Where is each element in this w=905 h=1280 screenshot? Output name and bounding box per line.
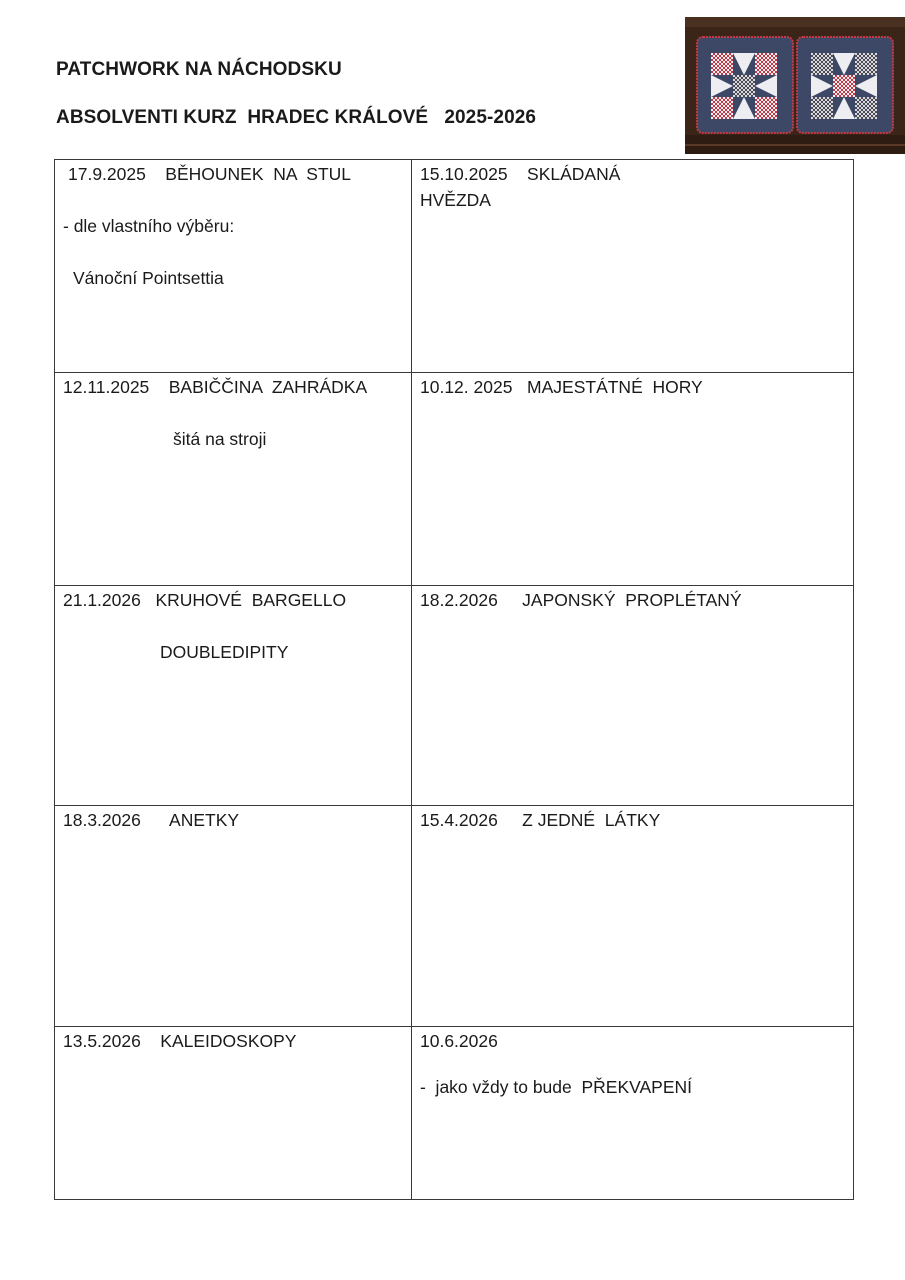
cell-line: DOUBLEDIPITY [160, 642, 289, 662]
cell-line: 10.12. 2025 MAJESTÁTNÉ HORY [420, 377, 703, 397]
cell-line: 21.1.2026 KRUHOVÉ BARGELLO [63, 590, 347, 610]
cell-line: Vánoční Pointsettia [73, 268, 224, 288]
document-subtitle: ABSOLVENTI KURZ HRADEC KRÁLOVÉ 2025-2026 [56, 107, 537, 128]
cell-line: HVĚZDA [420, 190, 491, 210]
schedule-cell [55, 373, 412, 586]
cell-line: 18.2.2026 JAPONSKÝ PROPLÉTANÝ [420, 590, 742, 610]
schedule-cell [55, 1027, 412, 1200]
cell-line: 17.9.2025 BĚHOUNEK NA STUL [68, 164, 352, 184]
schedule-cell [412, 160, 854, 373]
schedule-row [55, 373, 854, 586]
schedule-table [54, 159, 854, 1200]
cell-line: - jako vždy to bude PŘEKVAPENÍ [420, 1077, 693, 1097]
schedule-cell [412, 1027, 854, 1200]
right-cushion [797, 37, 893, 133]
schedule-cell [412, 586, 854, 806]
schedule-cell [412, 373, 854, 586]
schedule-cell [55, 160, 412, 373]
cell-line: 10.6.2026 [420, 1031, 498, 1051]
cell-line: 15.4.2026 Z JEDNÉ LÁTKY [420, 810, 661, 830]
schedule-cell [55, 806, 412, 1027]
left-cushion [697, 37, 793, 133]
schedule-row [55, 806, 854, 1027]
schedule-cell [412, 806, 854, 1027]
schedule-row [55, 586, 854, 806]
cell-line: 13.5.2026 KALEIDOSKOPY [63, 1031, 297, 1051]
cushions-photo [685, 17, 905, 154]
schedule-cell [55, 586, 412, 806]
schedule-row [55, 160, 854, 373]
cell-line: 15.10.2025 SKLÁDANÁ [420, 164, 621, 184]
cell-line: - dle vlastního výběru: [63, 216, 235, 236]
cell-line: 18.3.2026 ANETKY [63, 810, 240, 830]
cell-line: šitá na stroji [173, 429, 267, 449]
document-title: PATCHWORK NA NÁCHODSKU [56, 59, 342, 80]
schedule-row [55, 1027, 854, 1200]
cell-line: 12.11.2025 BABIČČINA ZAHRÁDKA [63, 377, 368, 397]
